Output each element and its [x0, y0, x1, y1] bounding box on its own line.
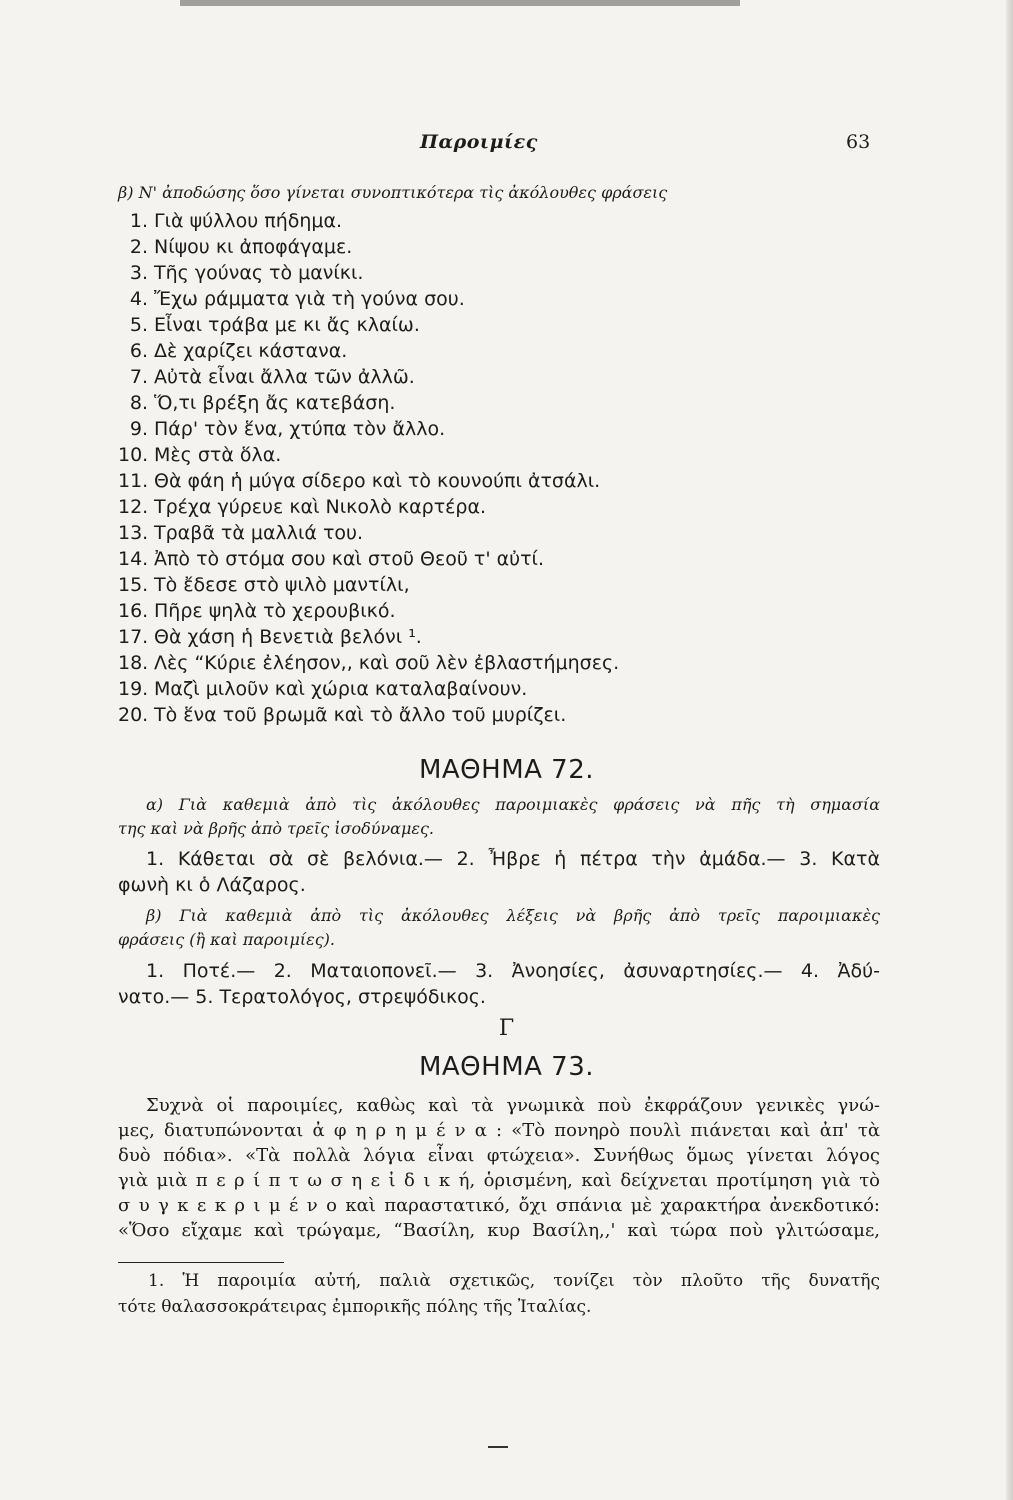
- proverb-item: [118, 286, 880, 312]
- running-title: Παροιμίες: [420, 131, 538, 153]
- proverb-list: [118, 208, 880, 728]
- proverb-item: [118, 546, 880, 572]
- paragraph-line: δυὸ πόδια». «Τὰ πολλὰ λόγια εἶναι φτώχεια». Συνήθως ὅμως γίνεται λόγος: [118, 1145, 880, 1166]
- proverb-number: 15.: [118, 574, 149, 596]
- proverb-number: 6.: [129, 340, 148, 362]
- proverb-item: [118, 468, 880, 494]
- proverb-text: Τραβᾶ τὰ μαλλιά του.: [154, 522, 364, 544]
- proverb-text: Τῆς γούνας τὸ μανίκι.: [154, 262, 364, 284]
- proverb-number: 13.: [118, 522, 149, 544]
- lesson-72-title: ΜΑΘΗΜΑ 72.: [418, 755, 595, 785]
- proverb-item: [118, 208, 880, 234]
- proverb-number: 2.: [129, 236, 148, 258]
- proverb-number: 7.: [129, 366, 148, 388]
- footnote: [118, 1268, 880, 1320]
- lesson-72-b-items-cont: νατο.— 5. Τερατολόγος, στρεψόδικος.: [118, 986, 486, 1008]
- proverb-item: [118, 312, 880, 338]
- proverb-item: [118, 494, 880, 520]
- section-b: [118, 181, 880, 728]
- proverb-item: [118, 260, 880, 286]
- proverb-number: 17.: [118, 626, 149, 648]
- lesson-72-b-instruction-cont: φράσεις (ἢ καὶ παροιμίες).: [118, 930, 335, 949]
- lesson-73-title: ΜΑΘΗΜΑ 73.: [418, 1052, 595, 1082]
- lesson-72-a-instruction: α) Γιὰ καθεμιὰ ἀπὸ τὶς ἀκόλουθες παροιμιακὲς φράσεις νὰ πῆς τὴ σημασία: [146, 795, 880, 814]
- proverb-text: Μὲς στὰ ὅλα.: [154, 444, 282, 466]
- proverb-text: Θὰ χάση ἡ Βενετιὰ βελόνι ¹.: [154, 626, 422, 648]
- proverb-text: Τρέχα γύρευε καὶ Νικολὸ καρτέρα.: [154, 496, 487, 518]
- proverb-item: [118, 338, 880, 364]
- scan-shadow-right: [1006, 0, 1013, 1500]
- proverb-number: 19.: [118, 678, 149, 700]
- proverb-text: Γιὰ ψύλλου πήδημα.: [154, 210, 343, 232]
- proverb-item: [118, 520, 880, 546]
- proverb-number: 1.: [129, 210, 148, 232]
- lesson-73-paragraph: [118, 1093, 880, 1243]
- proverb-text: Ἀπὸ τὸ στόμα σου καὶ στοῦ Θεοῦ τ' αὐτί.: [154, 548, 545, 570]
- paragraph-line: σ υ γ κ ε κ ρ ι μ έ ν ο καὶ παραστατικό, ὄχι σπάνια μὲ χαρακτήρα ἀνεκδοτικό:: [118, 1195, 880, 1216]
- proverb-item: [118, 598, 880, 624]
- paragraph-line: γιὰ μιὰ π ε ρ ί π τ ω σ η ε ἰ δ ι κ ή, ὁρισμένη, καὶ δείχνεται προτίμηση γιὰ τὸ: [118, 1170, 880, 1191]
- proverb-number: 10.: [118, 444, 149, 466]
- lesson-72-body: [118, 793, 880, 1010]
- proverb-text: Μαζὶ μιλοῦν καὶ χώρια καταλαβαίνουν.: [154, 678, 528, 700]
- page-mark: [488, 1446, 508, 1448]
- proverb-text: Δὲ χαρίζει κάστανα.: [154, 340, 348, 362]
- proverb-number: 18.: [118, 652, 149, 674]
- paragraph-line: Συχνὰ οἱ παροιμίες, καθὼς καὶ τὰ γνωμικὰ ποὺ ἐκφράζουν γενικὲς γνώ-: [146, 1095, 880, 1116]
- proverb-item: [118, 364, 880, 390]
- proverb-text: Αὐτὰ εἶναι ἄλλα τῶν ἀλλῶ.: [154, 366, 415, 388]
- lesson-72-a-instruction-cont: της καὶ νὰ βρῆς ἀπὸ τρεῖς ἰσοδύναμες.: [118, 819, 434, 838]
- proverb-text: Εἶναι τράβα με κι ἄς κλαίω.: [154, 314, 420, 336]
- proverb-text: Πάρ' τὸν ἕνα, χτύπα τὸν ἄλλο.: [154, 418, 446, 440]
- proverb-item: [118, 624, 880, 650]
- proverb-item: [118, 702, 880, 728]
- paragraph-line: μες, διατυπώνονται ἀ φ η ρ η μ έ ν α : «Τὸ πονηρὸ πουλὶ πιάνεται καὶ ἀπ' τὰ: [118, 1120, 880, 1141]
- proverb-text: Θὰ φάη ἡ μύγα σίδερο καὶ τὸ κουνούπι ἀτσάλι.: [154, 470, 601, 492]
- section-b-instruction: β) Ν' ἀποδώσης ὅσο γίνεται συνοπτικότερα τὶς ἀκόλουθες φράσεις: [118, 183, 668, 202]
- proverb-text: Ὅ,τι βρέξη ἄς κατεβάση.: [154, 392, 396, 414]
- proverb-number: 11.: [118, 470, 149, 492]
- proverb-item: [118, 572, 880, 598]
- proverb-item: [118, 416, 880, 442]
- page-number: 63: [846, 131, 871, 153]
- lesson-72-a-items: 1. Κάθεται σὰ σὲ βελόνια.— 2. Ἦβρε ἡ πέτρα τὴν ἀμάδα.— 3. Κατὰ: [146, 848, 880, 870]
- proverb-number: 20.: [118, 704, 149, 726]
- proverb-item: [118, 390, 880, 416]
- proverb-item: [118, 234, 880, 260]
- scan-shadow-top: [180, 0, 740, 6]
- proverb-text: Ἔχω ράμματα γιὰ τὴ γούνα σου.: [154, 288, 465, 310]
- proverb-item: [118, 676, 880, 702]
- proverb-number: 8.: [129, 392, 148, 414]
- footnote-rule: [118, 1262, 284, 1263]
- footnote-line-1: 1. Ἡ παροιμία αὐτή, παλιὰ σχετικῶς, τονίζει τὸν πλοῦτο τῆς δυνατῆς: [148, 1271, 880, 1291]
- proverb-number: 3.: [129, 262, 148, 284]
- proverb-number: 9.: [129, 418, 148, 440]
- proverb-text: Λὲς “Κύριε ἐλέησον,, καὶ σοῦ λὲν ἐβλαστήμησες.: [154, 652, 620, 674]
- proverb-number: 16.: [118, 600, 149, 622]
- proverb-item: [118, 650, 880, 676]
- proverb-text: Νίψου κι ἀποφάγαμε.: [154, 236, 353, 258]
- proverb-text: Πῆρε ψηλὰ τὸ χερουβικό.: [154, 600, 396, 622]
- proverb-text: Τὸ ἕνα τοῦ βρωμᾶ καὶ τὸ ἄλλο τοῦ μυρίζει.: [154, 704, 567, 726]
- lesson-72-a-items-cont: φωνὴ κι ὁ Λάζαρος.: [118, 874, 306, 896]
- lesson-72-b-instruction: β) Γιὰ καθεμιὰ ἀπὸ τὶς ἀκόλουθες λέξεις νὰ βρῆς ἀπὸ τρεῖς παροιμιακὲς: [146, 906, 880, 925]
- proverb-item: [118, 442, 880, 468]
- proverb-number: 5.: [129, 314, 148, 336]
- proverb-number: 14.: [118, 548, 149, 570]
- section-letter: Γ: [498, 1016, 515, 1041]
- paragraph-line: «Ὅσο εἴχαμε καὶ τρώγαμε, “Βασίλη, κυρ Βασίλη,,' καὶ τώρα ποὺ γλιτώσαμε,: [118, 1220, 880, 1241]
- lesson-72-b-items: 1. Ποτέ.— 2. Ματαιοπονεῖ.— 3. Ἀνοησίες, ἀσυναρτησίες.— 4. Ἀδύ-: [146, 960, 880, 982]
- paragraph: [118, 1093, 880, 1243]
- proverb-number: 12.: [118, 496, 149, 518]
- footnote-line-2: τότε θαλασσοκράτειρας ἐμπορικῆς πόλης τῆς Ἰταλίας.: [118, 1297, 592, 1317]
- proverb-number: 4.: [129, 288, 148, 310]
- proverb-text: Τὸ ἔδεσε στὸ ψιλὸ μαντίλι,: [154, 574, 410, 596]
